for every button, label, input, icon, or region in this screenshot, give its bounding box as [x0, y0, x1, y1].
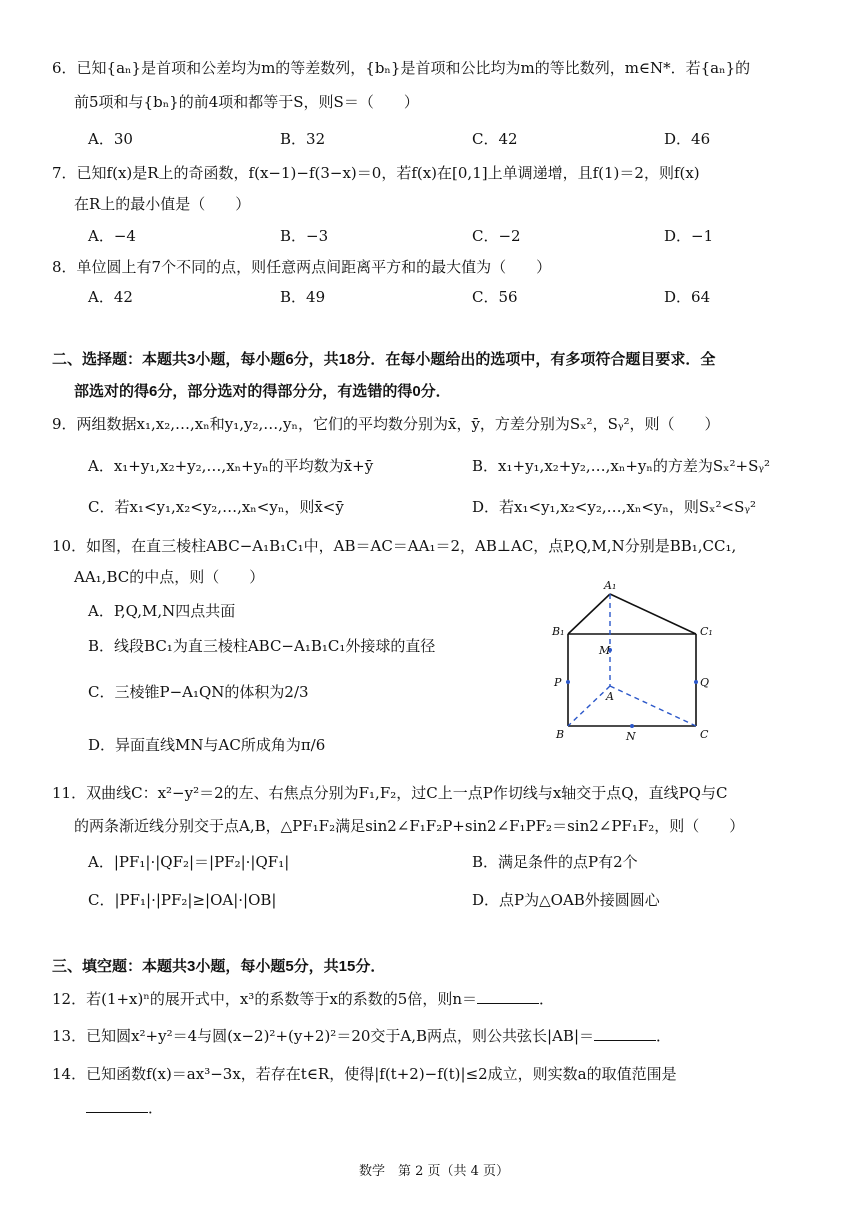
label-a: A	[606, 690, 614, 703]
edge-a-c	[610, 686, 696, 726]
q8-option-c: C．56	[472, 288, 518, 306]
q8-stem: 8．单位圆上有7个不同的点，则任意两点间距离平方和的最大值为（ ）	[52, 258, 552, 276]
label-n: N	[626, 730, 636, 743]
q12-end: ．	[539, 990, 555, 1008]
q13-end: ．	[656, 1027, 672, 1045]
q7-option-a: A．−4	[88, 227, 136, 245]
q7-option-b: B．−3	[280, 227, 329, 245]
q14-answer-blank[interactable]	[86, 1098, 148, 1113]
label-c: C	[700, 728, 709, 741]
q10-option-c: C．三棱锥P−A₁QN的体积为2/3	[88, 683, 309, 701]
q10-option-d: D．异面直线MN与AC所成角为π/6	[88, 736, 326, 754]
label-b: B	[556, 728, 565, 741]
q11-stem-line1: 11．双曲线C：x²−y²＝2的左、右焦点分别为F₁,F₂，过C上一点P作切线与x轴交于点Q，直线PQ与C	[52, 784, 728, 802]
q10-option-a: A．P,Q,M,N四点共面	[88, 602, 236, 620]
edge-a1-b1	[568, 594, 610, 634]
q13-text: 13．已知圆x²+y²＝4与圆(x−2)²+(y+2)²＝20交于A,B两点，则公共弦长|AB|＝	[52, 1027, 594, 1045]
label-q: Q	[700, 676, 710, 689]
q14-end: ．	[148, 1099, 164, 1117]
point-p	[566, 680, 570, 684]
section2-heading-line1: 二、选择题：本题共3小题，每小题6分，共18分．在每小题给出的选项中，有多项符合题目要求．全	[52, 351, 716, 368]
section2-heading-line2: 部选对的得6分，部分选对的得部分分，有选错的得0分．	[74, 383, 451, 400]
q6-option-d: D．46	[664, 130, 711, 148]
q12-answer-blank[interactable]	[477, 989, 539, 1004]
prism-figure	[540, 578, 740, 748]
point-q	[694, 680, 698, 684]
label-a1: A₁	[604, 579, 617, 592]
q13-stem	[52, 1026, 671, 1046]
q8-option-a: A．42	[88, 288, 133, 306]
q6-option-b: B．32	[280, 130, 326, 148]
q12-text: 12．若(1+x)ⁿ的展开式中，x³的系数等于x的系数的5倍，则n＝	[52, 990, 477, 1008]
q14-answer-line	[86, 1098, 163, 1118]
q12-stem	[52, 989, 554, 1009]
q11-stem-line2: 的两条渐近线分别交于点A,B，△PF₁F₂满足sin2∠F₁F₂P+sin2∠F₁PF₂＝sin2∠PF₁F₂，则（ ）	[74, 817, 745, 835]
q8-option-b: B．49	[280, 288, 326, 306]
label-b1: B₁	[552, 625, 565, 638]
q7-stem-line1: 7．已知f(x)是R上的奇函数，f(x−1)−f(3−x)＝0，若f(x)在[0,1]上单调递增，且f(1)＝2，则f(x)	[52, 164, 700, 182]
label-m: M	[599, 644, 611, 657]
q7-stem-line2: 在R上的最小值是（ ）	[74, 195, 251, 213]
section3-heading: 三、填空题：本题共3小题，每小题5分，共15分．	[52, 958, 386, 975]
q6-stem-line1: 6．已知{aₙ}是首项和公差均为m的等差数列，{bₙ}是首项和公比均为m的等比数列，m∈N*．若{aₙ}的	[52, 59, 751, 77]
q7-option-d: D．−1	[664, 227, 714, 245]
q10-stem-line2: AA₁,BC的中点，则（ ）	[74, 568, 265, 586]
edge-a1-c1	[610, 594, 696, 634]
edge-a-b	[568, 686, 610, 726]
q9-option-a: A．x₁+y₁,x₂+y₂,…,xₙ+yₙ的平均数为x̄+ȳ	[88, 457, 374, 475]
q13-answer-blank[interactable]	[594, 1026, 656, 1041]
q11-option-a: A．|PF₁|·|QF₂|＝|PF₂|·|QF₁|	[88, 853, 290, 871]
q11-option-d: D．点P为△OAB外接圆圆心	[472, 891, 660, 909]
q6-option-c: C．42	[472, 130, 518, 148]
q8-option-d: D．64	[664, 288, 711, 306]
q9-stem: 9．两组数据x₁,x₂,…,xₙ和y₁,y₂,…,yₙ，它们的平均数分别为x̄，ȳ，方差分别为Sₓ²，Sᵧ²，则（ ）	[52, 415, 720, 433]
q7-option-c: C．−2	[472, 227, 521, 245]
q6-option-a: A．30	[88, 130, 133, 148]
q10-option-b: B．线段BC₁为直三棱柱ABC−A₁B₁C₁外接球的直径	[88, 637, 436, 655]
q11-option-b: B．满足条件的点P有2个	[472, 853, 638, 871]
label-c1: C₁	[700, 625, 713, 638]
point-n	[630, 724, 634, 728]
q14-stem: 14．已知函数f(x)＝ax³−3x，若存在t∈R，使得|f(t+2)−f(t)|≤2成立，则实数a的取值范围是	[52, 1065, 677, 1083]
q9-option-d: D．若x₁<y₁,x₂<y₂,…,xₙ<yₙ，则Sₓ²<Sᵧ²	[472, 498, 757, 516]
q9-option-b: B．x₁+y₁,x₂+y₂,…,xₙ+yₙ的方差为Sₓ²+Sᵧ²	[472, 457, 771, 475]
label-p: P	[554, 676, 562, 689]
q9-option-c: C．若x₁<y₁,x₂<y₂,…,xₙ<yₙ，则x̄<ȳ	[88, 498, 344, 516]
q10-stem-line1: 10．如图，在直三棱柱ABC−A₁B₁C₁中，AB＝AC＝AA₁＝2，AB⊥AC，点P,Q,M,N分别是BB₁,CC₁,	[52, 537, 737, 555]
page-footer: 数学 第 2 页（共 4 页）	[358, 1164, 510, 1179]
q11-option-c: C．|PF₁|·|PF₂|≥|OA|·|OB|	[88, 891, 277, 909]
q6-stem-line2: 前5项和与{bₙ}的前4项和都等于S，则S＝（ ）	[74, 93, 419, 111]
